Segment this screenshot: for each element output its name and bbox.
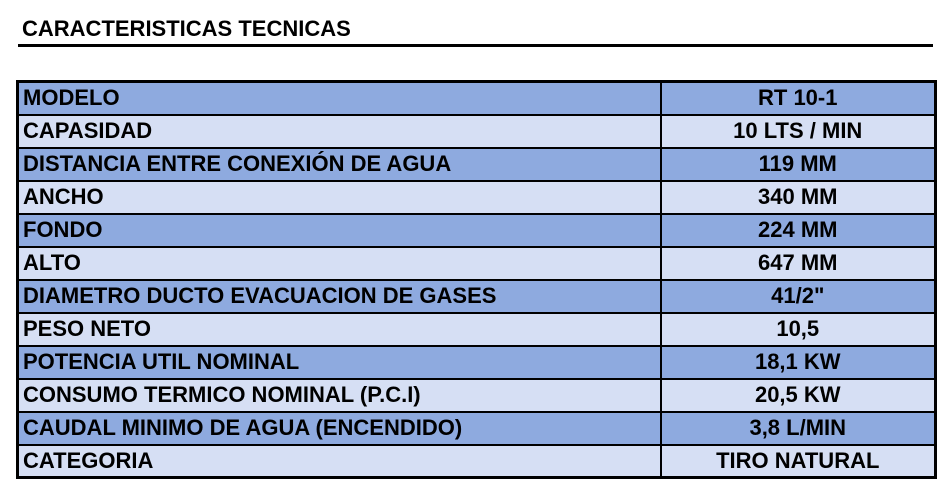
title-underline (18, 44, 933, 47)
table-row (18, 148, 936, 181)
spec-value: 224 MM (661, 214, 936, 247)
table-row (18, 280, 936, 313)
spec-label: CONSUMO TERMICO NOMINAL (P.C.I) (18, 379, 661, 412)
spec-label: CAPASIDAD (18, 115, 661, 148)
spec-value: 119 MM (661, 148, 936, 181)
spec-value: 10,5 (661, 313, 936, 346)
spec-value: 20,5 KW (661, 379, 936, 412)
spec-value: RT 10-1 (661, 82, 936, 115)
spec-label: ALTO (18, 247, 661, 280)
table-row (18, 247, 936, 280)
table-row (18, 445, 936, 478)
table-row (18, 82, 936, 115)
spec-value: 41/2" (661, 280, 936, 313)
table-row (18, 115, 936, 148)
spec-label: MODELO (18, 82, 661, 115)
table-row (18, 412, 936, 445)
spec-value: 340 MM (661, 181, 936, 214)
table-row (18, 313, 936, 346)
spec-label: FONDO (18, 214, 661, 247)
spec-label: CATEGORIA (18, 445, 661, 478)
specifications-table (16, 80, 937, 479)
spec-label: ANCHO (18, 181, 661, 214)
spec-value: 18,1 KW (661, 346, 936, 379)
spec-value: 10 LTS / MIN (661, 115, 936, 148)
spec-label: DIAMETRO DUCTO EVACUACION DE GASES (18, 280, 661, 313)
spec-label: CAUDAL MINIMO DE AGUA (ENCENDIDO) (18, 412, 661, 445)
table-row (18, 181, 936, 214)
spec-value: 647 MM (661, 247, 936, 280)
spec-value: 3,8 L/MIN (661, 412, 936, 445)
page-title: CARACTERISTICAS TECNICAS (22, 16, 351, 41)
table-row (18, 346, 936, 379)
spec-label: POTENCIA UTIL NOMINAL (18, 346, 661, 379)
spec-label: DISTANCIA ENTRE CONEXIÓN DE AGUA (18, 148, 661, 181)
table-row (18, 379, 936, 412)
spec-label: PESO NETO (18, 313, 661, 346)
spec-value: TIRO NATURAL (661, 445, 936, 478)
table-row (18, 214, 936, 247)
